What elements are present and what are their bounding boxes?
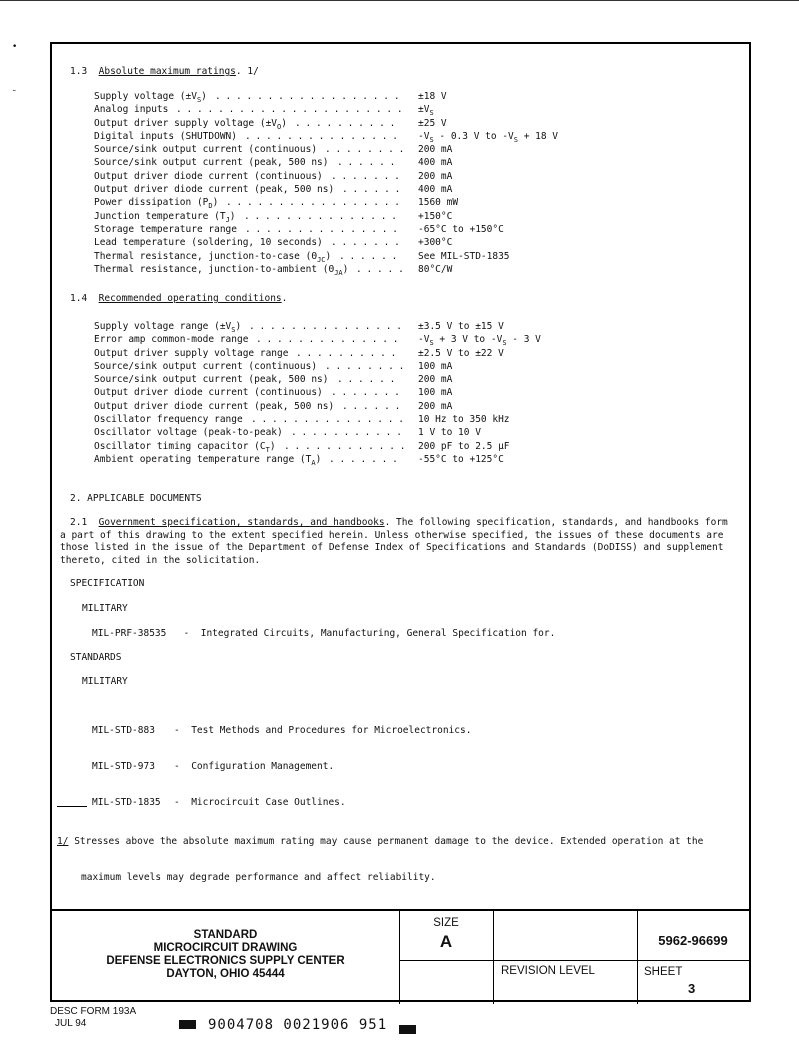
standard-item: MIL-STD-1835 - Microcircuit Case Outlines. — [92, 797, 346, 808]
leader-dots: ...... — [337, 374, 401, 386]
rating-value: ±3.5 V to ±15 V — [418, 321, 504, 332]
rating-label: Analog inputs — [94, 104, 169, 116]
rating-value: 200 pF to 2.5 µF — [418, 440, 510, 452]
rating-label: Supply voltage range $(\pm V_S)$ — [94, 321, 242, 334]
leader-dots: ....... — [331, 170, 405, 182]
rating-label: Output driver diode current (continuous) — [94, 387, 323, 399]
rating-value: -65°C to +150°C — [418, 223, 504, 235]
rating-value: 200 mA — [418, 374, 453, 386]
rating-label: Supply voltage $(\pm V_S)$ — [94, 91, 207, 104]
leader-dots: ...... — [339, 250, 403, 262]
leader-dots: ............... — [244, 210, 402, 222]
leader-dots: ............... — [245, 223, 403, 235]
rating-value: 400 mA — [418, 157, 453, 169]
rating-label: Source/sink output current (peak, 500 ns) — [94, 374, 329, 386]
rating-value: 100 mA — [418, 360, 453, 372]
rating-value: $-V_S - 0.3$ V to $-V_S + 18$ V — [418, 130, 559, 144]
scan-mark: ˘ — [12, 90, 17, 100]
leader-dots: ....... — [329, 453, 403, 465]
rating-label: Error amp common-mode range — [94, 334, 249, 346]
rating-value: $\pm V_S$ — [418, 104, 434, 118]
leader-dots: ........ — [325, 360, 410, 372]
military-label: MILITARY — [82, 603, 128, 614]
rating-value: 100 mA — [418, 387, 453, 399]
rating-value: 10 Hz to 350 kHz — [418, 414, 510, 426]
rating-label: Output driver supply voltage $(\pm V_O)$ — [94, 117, 287, 131]
rating-value: ±18 V — [418, 91, 447, 102]
rating-label: Thermal resistance, junction-to-ambient $(\Theta_{JA})$ — [94, 263, 349, 277]
agency-block: STANDARD MICROCIRCUIT DRAWING DEFENSE ELECTRONICS SUPPLY CENTER DAYTON, OHIO 45444 — [106, 929, 345, 980]
form-number: DESC FORM 193A — [50, 1006, 137, 1017]
form-date: JUL 94 — [55, 1018, 87, 1029]
rating-label: Source/sink output current (continuous) — [94, 144, 318, 156]
rating-value: See MIL-STD-1835 — [418, 250, 510, 262]
rating-value: -55°C to +125°C — [418, 453, 504, 465]
section-2-heading: 2. APPLICABLE DOCUMENTS — [70, 493, 202, 504]
leader-dots: ..... — [356, 263, 409, 275]
document-frame — [50, 42, 751, 1002]
rating-label: Output driver diode current (peak, 500 ns) — [94, 184, 335, 196]
rating-label: Output driver diode current (continuous) — [94, 170, 323, 182]
military-label: MILITARY — [82, 676, 128, 687]
rating-label: Junction temperature $(T_J)$ — [94, 210, 236, 224]
leader-dots: .......... — [295, 117, 401, 129]
leader-dots: ........... — [291, 427, 407, 439]
drawing-number: 5962-96699 — [658, 933, 728, 948]
rating-label: Digital inputs (SHUTDOWN) — [94, 130, 237, 142]
revision-level-label: REVISION LEVEL — [501, 965, 595, 977]
leader-dots: .............. — [256, 334, 404, 346]
rating-value: 1 V to 10 V — [418, 427, 481, 439]
rating-value: 1560 mW — [418, 197, 459, 209]
rating-value: 200 mA — [418, 170, 453, 182]
leader-dots: ...... — [342, 400, 406, 412]
leader-dots: ...... — [337, 157, 401, 169]
leader-dots: ............... — [249, 321, 407, 332]
size-label: SIZE — [433, 917, 459, 929]
rating-label: Thermal resistance, junction-to-case $(\Theta_{JC})$ — [94, 250, 332, 264]
rating-label: Oscillator timing capacitor $(C_T)$ — [94, 440, 276, 454]
standards-label: STANDARDS — [70, 652, 122, 663]
leader-dots: ........ — [325, 144, 410, 156]
scan-mark: • — [12, 42, 18, 52]
rating-value: 80°C/W — [418, 263, 453, 275]
title-block — [52, 909, 749, 1004]
footnote: 1/ Stresses above the absolute maximum rating may cause permanent damage to the device. Extended operation at the maximum levels may degrade performance and affect reliability. — [57, 836, 704, 883]
leader-dots: ....... — [331, 237, 405, 249]
specification-label: SPECIFICATION — [70, 578, 145, 589]
section-2-1-paragraph: 2.1 Government specification, standards, and handbooks. The following specification, standards, and handbooks form a part of this drawing to the extent specified herein. Unless otherwise specified, the issues of these documents are those listed in the issue of the Department of Defense Index of Specifications and Standards (DoDISS) and supplement thereto, cited in the solicitation. — [60, 517, 728, 566]
size-value: A — [439, 932, 453, 951]
section-1-4-heading: 1.4 Recommended operating conditions. — [70, 293, 288, 304]
barcode-text: 9004708 0021906 951 — [208, 1017, 388, 1033]
leader-dots: ............... — [251, 414, 409, 426]
rating-label: Oscillator frequency range — [94, 414, 243, 426]
standard-item: MIL-STD-883 - Test Methods and Procedures for Microelectronics. — [92, 725, 472, 736]
rating-value: 400 mA — [418, 184, 453, 196]
leader-dots: ....... — [331, 387, 405, 399]
leader-dots: ............... — [245, 130, 403, 142]
rating-value: +150°C — [418, 210, 453, 222]
rating-label: Source/sink output current (continuous) — [94, 360, 318, 372]
rating-label: Oscillator voltage (peak-to-peak) — [94, 427, 283, 439]
rating-label: Source/sink output current (peak, 500 ns) — [94, 157, 329, 169]
rating-label: Storage temperature range — [94, 223, 237, 235]
rating-label: Output driver supply voltage range — [94, 347, 289, 359]
rating-label: Ambient operating temperature range $(T_A)$ — [94, 453, 322, 467]
rating-label: Output driver diode current (peak, 500 ns) — [94, 400, 335, 412]
leader-dots: .................. — [215, 91, 405, 102]
barcode-block — [399, 1025, 416, 1034]
leader-dots: ............ — [284, 440, 411, 452]
sheet-number: 3 — [688, 981, 696, 996]
rating-value: ±2.5 V to ±22 V — [418, 347, 504, 359]
rating-value: +300°C — [418, 237, 453, 249]
leader-dots: ...... — [342, 184, 406, 196]
rating-label: Power dissipation $(P_D)$ — [94, 197, 219, 211]
section-1-3-heading: 1.3 Absolute maximum ratings. 1/ — [70, 66, 259, 77]
rating-value: ±25 V — [418, 117, 447, 129]
standard-item: MIL-STD-973 - Configuration Management. — [92, 761, 335, 772]
sheet-label: SHEET — [644, 966, 683, 978]
footnote-rule — [57, 806, 87, 807]
spec-doc: MIL-PRF-38535 - Integrated Circuits, Manufacturing, General Specification for. — [92, 628, 556, 639]
leader-dots: .......... — [296, 347, 402, 359]
rating-value: $-V_S + 3$ V to $-V_S - 3$ V — [418, 334, 541, 348]
leader-dots: ................. — [226, 197, 405, 209]
rating-label: Lead temperature (soldering, 10 seconds) — [94, 237, 323, 249]
barcode-block — [179, 1020, 196, 1029]
rating-value: 200 mA — [418, 144, 453, 156]
leader-dots: ...................... — [176, 104, 408, 116]
rating-value: 200 mA — [418, 400, 453, 412]
page-top-edge — [0, 0, 799, 1]
